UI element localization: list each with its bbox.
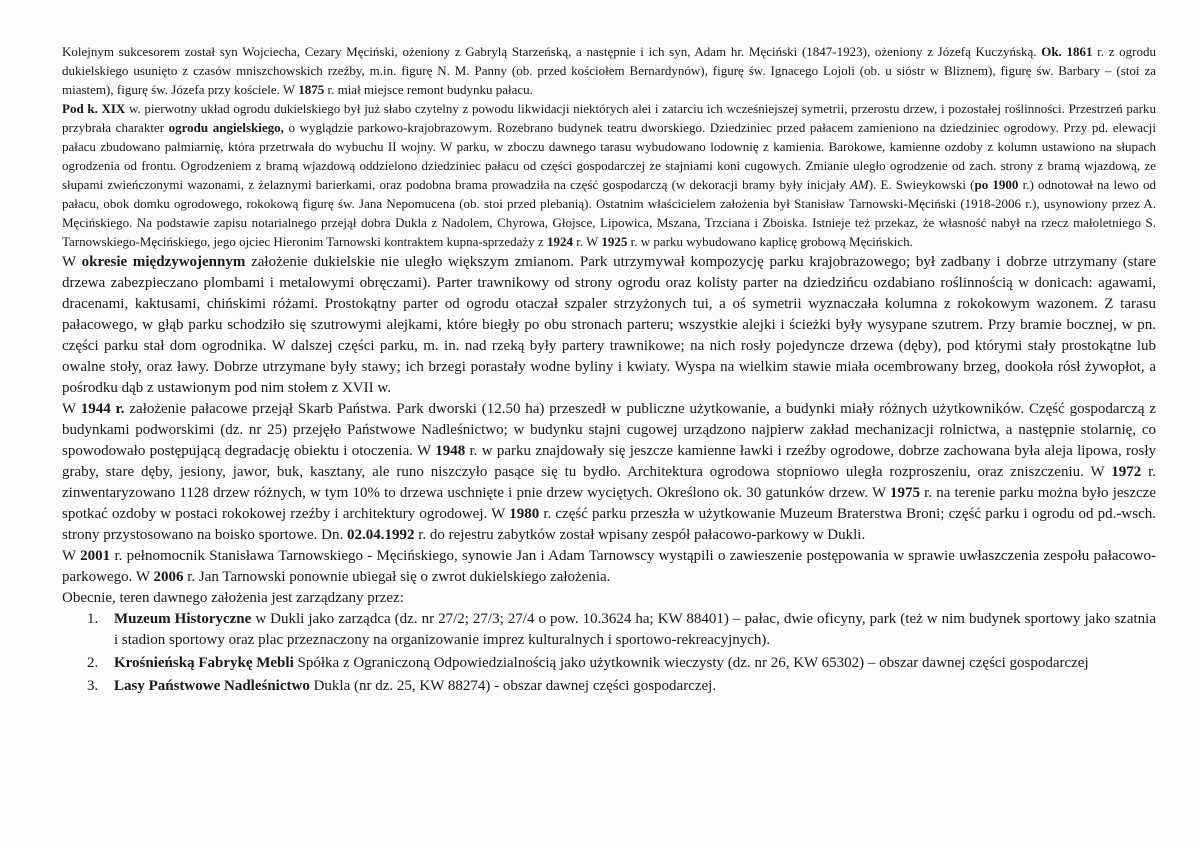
list-item [62,676,1156,697]
bold-text: 1875 [298,82,325,97]
bold-text: 2006 [153,569,184,585]
list-item-text: Krośnieńską Fabrykę Mebli Spółka z Ograniczoną Odpowiedzialnością jako użytkownik wieczysty (dz. nr 26, KW 65302) – obszar dawnej części gospodarczej [114,655,1089,671]
list-number: 3. [87,678,99,694]
bold-text: 1925 [601,234,628,249]
bold-text: 1924 [546,234,573,249]
bold-text: Ok. 1861 [1041,44,1093,59]
bold-text: 2001 [80,548,111,564]
bold-text: Muzeum Historyczne [114,611,252,627]
bold-text: 1980 [509,506,540,522]
bold-text: 1944 r. [80,401,125,417]
bold-text: Krośnieńską Fabrykę Mebli [114,655,294,671]
list-item [62,653,1156,674]
list-item-text: Muzeum Historyczne w Dukli jako zarządca (dz. nr 27/2; 27/3; 27/4 o pow. 10.3624 ha; KW 88401) – pałac, dwie oficyny, park (też w nim budynek sportowy jako szatnia i stadion sportowy oraz plac przeznaczony na organizowanie imprez kulturalnych i sportowo-rekreacyjnych). [114,611,1156,648]
paragraph: Kolejnym sukcesorem został syn Wojciecha, Cezary Męciński, ożeniony z Gabrylą Starzeńską, a następnie i ich syn, Adam hr. Męciński (1847-1923), ożeniony z Józefą Kuczyńską. Ok. 1861 r. z ogrodu dukielskiego usunięto z czasów mniszchowskich rzeźby, m.in. figurę N. M. Panny (ob. przed kościołem Bernardynów), figurę św. Ignacego Lojoli (ob. u sióstr w Bliznem), figurę św. Barbary – (stoi za miastem), figurę św. Józefa przy kościele. W 1875 r. miał miejsce remont budynku pałacu. [62,44,1156,97]
list-number: 2. [87,655,99,671]
paragraph: W okresie międzywojennym założenie dukielskie nie uległo większym zmianom. Park utrzymywał kompozycję parku krajobrazowego; był zadbany i dobrze utrzymany (stare drzewa zabezpieczano plombami i metalowymi obręczami). Parter trawnikowy od strony ogrodu oraz kolisty parter na dziedzińcu ozdabiano roślinnością w donicach: agawami, dracenami, kaktusami, chińskimi różami. Prostokątny parter od ogrodu otaczał szpaler strzyżonych tui, a oś symetrii wyznaczała kolumna z rokokowym wazonem. Z tarasu pałacowego, w głąb parku schodziło się szutrowymi alejkami, które biegły po obu stronach parteru; wszystkie alejki i ścieżki były wysypane szutrem. Przy bramie bocznej, w pn. części parku stał dom ogrodnika. W dalszej części parku, m. in. nad rzeką były partery trawnikowe; na nich rosły pojedyncze drzewa (dęby), pod którymi stały prostokątne lub owalne stoły, oraz ławy. Dobrze utrzymane były stawy; ich brzegi porastały wodne byliny i kwiaty. Wyspa na wielkim stawie miała ocembrowany brzeg, dookoła rósł żywopłot, a pośrodku dąb z ustawionym pod nim stołem z XVII w. [62,254,1157,396]
paragraph: W 2001 r. pełnomocnik Stanisława Tarnowskiego - Męcińskiego, synowie Jan i Adam Tarnowscy wystąpili o zawieszenie postępowania w sprawie uwłaszczenia zespołu pałacowo-parkowego. W 2006 r. Jan Tarnowski ponownie ubiegał się o zwrot dukielskiego założenia. [62,548,1157,585]
bold-text: 1975 [890,485,921,501]
bold-text: Pod k. XIX [62,101,126,116]
bold-text: ogrodu angielskiego, [168,120,284,135]
bold-text: okresie międzywojennym [81,254,246,270]
bold-text: Lasy Państwowe Nadleśnictwo [114,678,310,694]
intro-section [62,42,1156,251]
paragraph: Pod k. XIX w. pierwotny układ ogrodu dukielskiego był już słabo czytelny z powodu likwidacji niektórych alei i zatarciu ich wcześniejszej symetrii, przerostu drzew, i pozostałej roślinności. Przestrzeń parku przybrała charakter ogrodu angielskiego, o wyglądzie parkowo-krajobrazowym. Rozebrano budynek teatru dworskiego. Dziedziniec przed pałacem zamieniono na dziedziniec ogrodowy. Przy pd. elewacji pałacu zbudowano palmiarnię, która przetrwała do wybuchu II wojny. W parku, w zboczu dawnego tarasu wybudowano lodownię z kamienia. Barokowe, kamienne ozdoby z kolumn ustawiono na słupach ogrodzenia od frontu. Ogrodzeniem z bramą wjazdową oddzielono dziedziniec pałacu od części gospodarczej ze stajniami koni cugowych. Zmianie uległo ogrodzenie od zach. strony z bramą wjazdową, ze słupami zwieńczonymi wazonami, z żelaznymi barierkami, oraz podobna brama prowadziła na część gospodarczą (w dekoracji bramy były inicjały AM). E. Swieykowski (po 1900 r.) odnotował na lewo od pałacu, obok domku ogrodowego, rokokową figurę św. Jana Nepomucena (ob. stoi przed plebanią). Ostatnim właścicielem założenia był Stanisław Tarnowski-Męciński (1918-2006 r.), usynowiony przez A. Męcińskiego. Na podstawie zapisu notarialnego przejął dobra Dukla z Nadolem, Chyrowa, Głojsce, Lipowica, Mszana, Trzciana i Zboiska. Istnieje też przekaz, że własność nabył na rzecz małoletniego S. Tarnowskiego-Męcińskiego, jego ojciec Hieronim Tarnowski kontraktem kupna-sprzedaży z 1924 r. W 1925 r. w parku wybudowano kaplicę grobową Męcińskich. [62,101,1156,249]
paragraph: Obecnie, teren dawnego założenia jest zarządzany przez: [62,590,404,606]
list-number: 1. [87,611,99,627]
italic-text: AM [849,177,869,192]
bold-text: po 1900 [974,177,1019,192]
main-section [62,252,1156,697]
bold-text: 1948 [435,443,466,459]
bold-text: 1972 [1111,464,1142,480]
list-item [62,609,1156,651]
list-item-text: Lasy Państwowe Nadleśnictwo Dukla (nr dz. 25, KW 88274) - obszar dawnej części gospodarczej. [114,678,717,694]
paragraph: W 1944 r. założenie pałacowe przejął Skarb Państwa. Park dworski (12.50 ha) przeszedł w publiczne użytkowanie, a budynki miały różnych użytkowników. Część gospodarczą z budynkami podworskimi (dz. nr 25) przejęło Państwowe Nadleśnictwo; w budynku stajni cugowej urządzono najpierw zakład mechanizacji rolnictwa, a następnie stolarnię, co spowodowało postępującą degradację obiektu i otoczenia. W 1948 r. w parku znajdowały się jeszcze kamienne ławki i rzeźby ogrodowe, dobrze zachowana była aleja lipowa, rosły graby, stare dęby, jesiony, jawor, buk, kasztany, ale runo niszczyło pasące się tu bydło. Architektura ogrodowa stopniowo uległa rozproszeniu, oraz zniszczeniu. W 1972 r. zinwentaryzowano 1128 drzew różnych, w tym 10% to drzewa uschnięte i pnie drzew wyciętych. Określono ok. 30 gatunków drzew. W 1975 r. na terenie parku można było jeszcze spotkać ozdoby w postaci rokokowej rzeźby i architektury ogrodowej. W 1980 r. część parku przeszła w użytkowanie Muzeum Braterstwa Broni; część parku i ogrodu od pd.-wsch. strony przystosowano na boisko sportowe. Dn. 02.04.1992 r. do rejestru zabytków został wpisany zespół pałacowo-parkowy w Dukli. [62,401,1157,543]
bold-text: 02.04.1992 [346,527,415,543]
managers-list [62,609,1156,697]
